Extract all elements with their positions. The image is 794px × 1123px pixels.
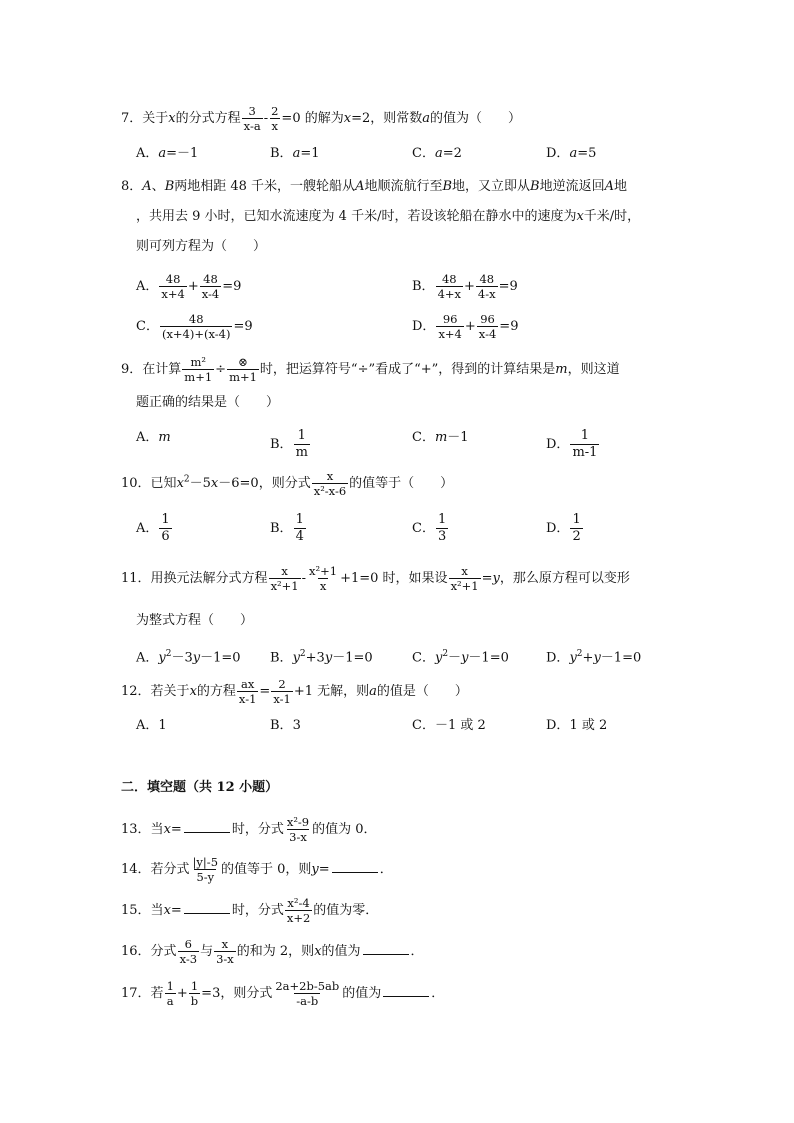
numerator: ax (241, 677, 255, 691)
option-text: －1 或 2 (434, 718, 486, 733)
variable: y (593, 650, 601, 666)
question-number: 17． (121, 986, 151, 1001)
option-a[interactable] (136, 716, 167, 736)
question-8-line-2 (136, 207, 640, 227)
option-label: D． (546, 437, 570, 452)
option-label: A． (136, 718, 159, 733)
option-text: =2 (442, 146, 462, 161)
section-title: 二．填空题（共 12 小题） (121, 780, 279, 795)
text: 用换元法解分式方程 (150, 571, 268, 586)
text: 的值是（ ） (376, 684, 468, 699)
fraction (307, 564, 339, 593)
fraction (269, 564, 301, 593)
question-7-stem (121, 104, 521, 133)
option-c[interactable] (412, 512, 449, 545)
question-8-stem (121, 177, 627, 197)
text: + (582, 650, 594, 666)
text: 当 (150, 903, 164, 918)
denominator: x-3 (179, 952, 198, 966)
numerator: 6 (184, 937, 192, 951)
text: ． (379, 862, 393, 877)
option-label: D． (546, 521, 570, 536)
fraction (159, 272, 186, 301)
operator: - (263, 111, 269, 126)
option-text: 1 (158, 718, 167, 733)
fraction (436, 312, 463, 341)
denominator: x-a (243, 119, 261, 133)
text: 的值为（ ） (430, 111, 522, 126)
question-10-stem (121, 469, 453, 498)
option-b[interactable] (412, 272, 518, 301)
text: 的值为 0． (312, 822, 377, 837)
numerator: ⊗ (238, 355, 248, 369)
numerator: 1 (297, 428, 306, 443)
exponent: 2 (299, 649, 306, 659)
text: =9 (498, 279, 518, 294)
fraction (285, 815, 311, 844)
fraction (476, 272, 498, 301)
denominator: 3 (437, 529, 447, 544)
text: 的值等于 0，则 (221, 862, 312, 877)
question-number: 9． (121, 362, 143, 377)
variable: y (192, 650, 201, 666)
option-text: －1 (447, 430, 469, 445)
question-number: 13． (121, 822, 151, 837)
numerator: x²-9 (286, 815, 310, 829)
denominator: m+1 (229, 370, 257, 384)
option-label: B． (412, 279, 435, 294)
text: =9 (499, 319, 519, 334)
option-b[interactable] (270, 144, 320, 164)
text: = (318, 862, 330, 877)
text: －3 (171, 650, 193, 666)
text: 与 (200, 944, 214, 959)
question-12-stem (121, 677, 468, 706)
option-text: 1 或 2 (569, 718, 608, 733)
option-text: =－1 (166, 146, 199, 161)
variable: a (434, 146, 443, 161)
answer-blank[interactable] (184, 820, 230, 833)
denominator: x²+1 (270, 579, 299, 593)
question-number: 10． (121, 476, 151, 491)
denominator: x-4 (478, 327, 497, 341)
denominator: x+4 (438, 327, 462, 341)
operator: + (176, 986, 188, 1001)
denominator: a (166, 994, 174, 1008)
denominator: -a-b (296, 994, 319, 1008)
option-c[interactable] (412, 716, 486, 736)
option-d[interactable] (546, 144, 596, 164)
text: ，共用去 9 小时，已知水流速度为 4 千米/时，若设该轮船在静水中的速度为 (136, 209, 577, 224)
option-d[interactable] (546, 644, 641, 668)
operator: + (187, 279, 199, 294)
exponent: 2 (183, 474, 190, 485)
variable: a (569, 146, 578, 161)
option-label: C． (412, 430, 435, 445)
denominator: 4-x (477, 287, 496, 301)
question-number: 7． (121, 111, 143, 126)
denominator: x+4 (161, 287, 185, 301)
fraction (271, 677, 293, 706)
option-label: C． (412, 146, 435, 161)
question-11-line-2: 为整式方程（ ） (136, 613, 254, 628)
option-label: C． (412, 650, 435, 666)
denominator: 3-x (216, 952, 234, 966)
denominator: 2 (572, 529, 581, 544)
option-b[interactable] (270, 428, 311, 461)
text: +3 (305, 650, 325, 666)
variable: A (142, 179, 152, 194)
fraction (570, 512, 582, 545)
variable: B (530, 179, 540, 194)
denominator: x²+1 (450, 579, 479, 593)
denominator: 4 (295, 529, 304, 544)
question-13-stem (121, 815, 377, 844)
text: 若分式 (150, 862, 190, 877)
option-a[interactable] (136, 272, 241, 301)
option-c[interactable] (412, 144, 462, 164)
numerator: 1 (580, 428, 590, 443)
operator: + (464, 319, 476, 334)
option-c[interactable] (412, 644, 509, 668)
variable: y (461, 650, 469, 666)
variable: x (343, 111, 352, 126)
text: －1=0 (600, 650, 642, 666)
text: 、 (151, 179, 165, 194)
fraction (242, 104, 263, 133)
exponent: 2 (576, 649, 583, 659)
numerator: 1 (295, 512, 304, 527)
numerator: 48 (203, 272, 218, 286)
question-16-stem (121, 937, 424, 966)
text: 分式 (150, 944, 177, 959)
question-17-stem (121, 979, 444, 1008)
answer-blank[interactable] (383, 984, 429, 997)
variable: x (168, 111, 176, 126)
text: ． (431, 986, 445, 1001)
text: 地，又立即从 (452, 179, 531, 194)
text: 在计算 (142, 362, 182, 377)
denominator: x-4 (201, 287, 220, 301)
option-label: B． (270, 521, 293, 536)
fraction (159, 512, 171, 545)
text: 的值为 (342, 986, 382, 1001)
question-9-line-2: 题正确的结果是（ ） (136, 395, 280, 410)
denominator: x+2 (286, 911, 311, 925)
text: 的值为 (321, 944, 361, 959)
variable: x (210, 476, 219, 491)
variable: B (442, 179, 453, 194)
denominator: x (319, 579, 327, 593)
fraction (312, 469, 348, 498)
fraction (160, 312, 233, 341)
option-label: D． (546, 718, 570, 733)
option-b[interactable] (270, 644, 373, 668)
text: 时，分式 (231, 903, 284, 918)
text: =3，则分式 (201, 986, 273, 1001)
variable: B (164, 179, 175, 194)
question-11-stem (121, 564, 630, 593)
variable: x (314, 944, 322, 959)
text: 千米/时， (583, 209, 641, 224)
fraction (273, 979, 341, 1008)
option-a[interactable] (136, 512, 173, 545)
variable: a (292, 146, 301, 161)
text: =0 的解为 (281, 111, 344, 126)
numerator: x²+1 (309, 564, 338, 578)
option-d[interactable] (546, 512, 584, 545)
numerator: 48 (479, 272, 495, 286)
numerator: 1 (166, 979, 174, 993)
fraction (182, 355, 214, 384)
text: ． (410, 944, 424, 959)
question-number: 16． (121, 944, 151, 959)
question-number: 11． (121, 571, 151, 586)
option-label: B． (270, 437, 293, 452)
variable: x (576, 209, 584, 224)
numerator: x (326, 469, 334, 483)
option-c[interactable] (136, 312, 253, 341)
text: 的和为 2，则 (236, 944, 315, 959)
denominator: x-1 (273, 692, 291, 706)
option-label: A． (136, 650, 159, 666)
denominator: 5-y (196, 870, 215, 884)
text: =9 (222, 279, 242, 294)
text: 若 (150, 986, 164, 1001)
numerator: x (461, 564, 468, 578)
fraction (294, 512, 306, 545)
fraction (477, 312, 499, 341)
fraction (269, 104, 280, 133)
question-number: 14． (121, 862, 151, 877)
numerator: 1 (572, 512, 581, 527)
denominator: b (190, 994, 199, 1008)
answer-blank[interactable] (184, 901, 230, 914)
option-text: =1 (300, 146, 320, 161)
option-d[interactable] (546, 716, 607, 736)
option-label: A． (136, 430, 159, 445)
text: +1=0 时，如果设 (340, 571, 448, 586)
question-9-stem (121, 355, 620, 384)
variable: x (163, 822, 171, 837)
variable: A (604, 179, 615, 194)
text: 的方程 (196, 684, 236, 699)
numerator: 1 (190, 979, 199, 993)
text: =2，则常数 (351, 111, 423, 126)
text: 时，把运算符号“÷”看成了“+”，得到的计算结果是 (259, 362, 556, 377)
variable: y (311, 862, 319, 877)
denominator: x (271, 119, 278, 133)
option-b[interactable] (270, 512, 307, 545)
option-label: B． (270, 146, 293, 161)
question-8-line-3: 则可列方程为（ ） (136, 239, 267, 254)
option-d[interactable] (412, 312, 518, 341)
fraction (570, 428, 599, 461)
text: = (481, 571, 493, 586)
option-a[interactable] (136, 144, 198, 164)
denominator: m+1 (184, 370, 213, 384)
numerator: 3 (248, 104, 256, 118)
numerator: 1 (161, 512, 170, 527)
text: 已知 (150, 476, 177, 491)
fraction (214, 937, 236, 966)
question-number: 15． (121, 903, 151, 918)
question-14-stem (121, 855, 393, 884)
option-label: C． (136, 319, 159, 334)
option-label: A． (136, 521, 159, 536)
option-c[interactable] (412, 428, 469, 448)
text: 的分式方程 (175, 111, 241, 126)
denominator: (x+4)+(x-4) (161, 327, 231, 341)
option-text: 3 (292, 718, 301, 733)
text: 地顺流航行至 (364, 179, 443, 194)
question-15-stem (121, 896, 378, 925)
option-label: D． (546, 146, 570, 161)
answer-blank[interactable] (363, 942, 409, 955)
option-label: D． (412, 319, 436, 334)
text: 当 (150, 822, 164, 837)
question-number: 8． (121, 179, 143, 194)
option-d[interactable] (546, 428, 600, 461)
denominator: x²-x-6 (313, 484, 347, 498)
operator: ÷ (215, 362, 227, 377)
text: 时，分式 (231, 822, 284, 837)
text: 地逆流返回 (539, 179, 605, 194)
numerator: m² (190, 355, 206, 369)
fraction (227, 355, 259, 384)
text: =9 (233, 319, 253, 334)
operator: - (301, 571, 307, 586)
denominator: m-1 (572, 445, 598, 460)
fraction (165, 979, 176, 1008)
numerator: |y|-5 (192, 855, 219, 869)
option-b[interactable] (270, 716, 301, 736)
text: ，那么原方程可以变形 (499, 571, 630, 586)
numerator: 2 (271, 104, 279, 118)
numerator: 2 (278, 677, 286, 691)
variable: y (158, 650, 166, 666)
text: = (170, 903, 182, 918)
fraction (178, 937, 200, 966)
variable: x (176, 476, 184, 491)
fraction (294, 428, 310, 461)
text: 地 (614, 179, 628, 194)
exponent: 2 (442, 649, 449, 659)
variable: m (555, 362, 568, 377)
option-label: B． (270, 718, 293, 733)
fraction (449, 564, 481, 593)
text: 的值为零． (313, 903, 379, 918)
option-label: C． (412, 718, 435, 733)
numerator: 48 (441, 272, 457, 286)
variable: a (422, 111, 430, 126)
text: 两地相距 48 千米，一艘轮船从 (174, 179, 356, 194)
variable: y (292, 650, 300, 666)
text: 若关于 (150, 684, 190, 699)
option-text: =5 (577, 146, 597, 161)
text: －1=0 (332, 650, 373, 666)
option-label: B． (270, 650, 293, 666)
operator: = (259, 684, 271, 699)
text: 的值等于（ ） (349, 476, 454, 491)
text: －1=0 (200, 650, 241, 666)
numerator: 96 (480, 312, 495, 326)
question-number: 12． (121, 684, 151, 699)
operator: + (464, 279, 475, 294)
variable: y (434, 650, 443, 666)
denominator: 3-x (289, 830, 307, 844)
option-a[interactable] (136, 428, 171, 448)
denominator: 6 (161, 529, 170, 544)
denominator: m (295, 445, 308, 460)
fraction (237, 677, 259, 706)
option-label: A． (136, 146, 159, 161)
variable: y (324, 650, 333, 666)
option-label: A． (136, 279, 159, 294)
text: －6=0，则分式 (218, 476, 311, 491)
variable: a (369, 684, 377, 699)
answer-blank[interactable] (332, 860, 378, 873)
exponent: 2 (165, 649, 172, 659)
variable: a (158, 146, 167, 161)
numerator: x²-4 (287, 896, 310, 910)
fraction (285, 896, 312, 925)
text: ，则这道 (567, 362, 620, 377)
text: 关于 (142, 111, 169, 126)
denominator: 4+x (437, 287, 462, 301)
variable: m (434, 430, 448, 445)
fraction (189, 979, 200, 1008)
variable: x (163, 903, 171, 918)
numerator: x (221, 937, 229, 951)
option-label: C． (412, 521, 435, 536)
text: － (448, 650, 462, 666)
numerator: x (281, 564, 288, 578)
option-label: D． (546, 650, 570, 666)
fraction (436, 512, 448, 545)
numerator: 48 (188, 312, 204, 326)
numerator: 48 (165, 272, 181, 286)
text: －5 (189, 476, 211, 491)
numerator: 2a+2b-5ab (275, 979, 340, 993)
denominator: x-1 (238, 692, 257, 706)
variable: x (189, 684, 197, 699)
variable: y (569, 650, 577, 666)
fraction (191, 855, 220, 884)
variable: A (355, 179, 365, 194)
variable: m (158, 430, 171, 445)
fraction (436, 272, 463, 301)
text: +1 无解，则 (293, 684, 370, 699)
text: = (170, 822, 182, 837)
fraction (200, 272, 222, 301)
numerator: 96 (442, 312, 458, 326)
variable: y (492, 571, 500, 586)
text: －1=0 (468, 650, 509, 666)
numerator: 1 (437, 512, 447, 527)
option-a[interactable] (136, 644, 241, 668)
